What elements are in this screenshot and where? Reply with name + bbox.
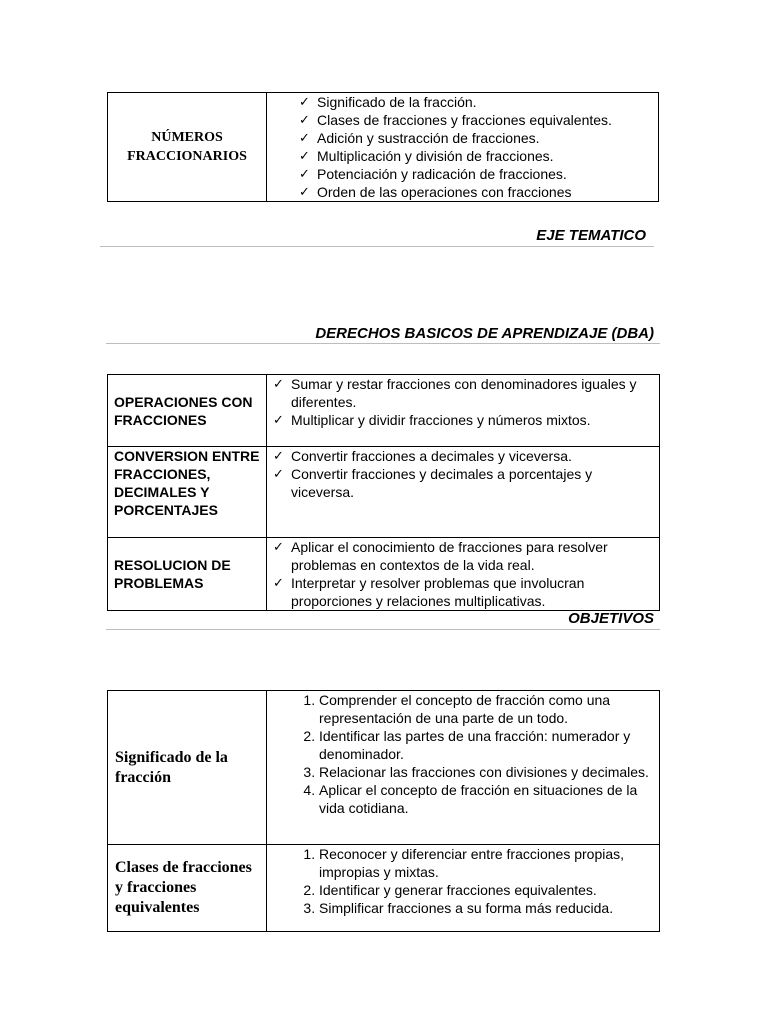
table-dba (107, 374, 660, 611)
list-item: ✓ Convertir fracciones a decimales y viceversa. (267, 447, 655, 465)
list-item: ✓ Orden de las operaciones con fracciones (293, 183, 658, 201)
heading-numeros-fraccionarios: NÚMEROS FRACCIONARIOS (108, 93, 267, 202)
list-item: 3. Simplificar fracciones a su forma más reducida. (319, 899, 655, 917)
dba-title: DERECHOS BASICOS DE APRENDIZAJE (DBA) (315, 325, 654, 342)
check-list (267, 375, 655, 429)
list-item: ✓ Aplicar el conocimiento de fracciones para resolver problemas en contextos de la vida real. (267, 538, 655, 574)
heading-operaciones: OPERACIONES CON FRACCIONES (108, 375, 267, 447)
list-item: 1. Comprender el concepto de fracción como una representación de una parte de un todo. (319, 691, 655, 727)
heading-clases: Clases de fracciones y fracciones equivalentes (108, 845, 267, 932)
list-item: 2. Identificar y generar fracciones equivalentes. (319, 881, 655, 899)
list-item: ✓ Multiplicar y dividir fracciones y números mixtos. (267, 411, 655, 429)
list-item: ✓ Adición y sustracción de fracciones. (293, 129, 658, 147)
list-item: 4. Aplicar el concepto de fracción en situaciones de la vida cotidiana. (319, 781, 655, 817)
list-item: ✓ Convertir fracciones y decimales a porcentajes y viceversa. (267, 465, 655, 501)
table-objetivos (107, 690, 660, 932)
numbered-list (267, 691, 655, 817)
eje-tematico-title: EJE TEMATICO (536, 227, 646, 244)
check-list (267, 538, 655, 610)
list-item: 3. Relacionar las fracciones con divisiones y decimales. (319, 763, 655, 781)
table-numeros-fraccionarios (107, 92, 659, 202)
list-item: ✓ Potenciación y radicación de fracciones. (293, 165, 658, 183)
list-item: ✓ Significado de la fracción. (293, 93, 658, 111)
heading-resolucion: RESOLUCION DE PROBLEMAS (108, 538, 267, 611)
divider (106, 343, 660, 344)
numbered-list (267, 845, 655, 917)
divider (106, 629, 660, 630)
list-item: ✓ Clases de fracciones y fracciones equivalentes. (293, 111, 658, 129)
list-item: ✓ Sumar y restar fracciones con denominadores iguales y diferentes. (267, 375, 655, 411)
list-item: ✓ Multiplicación y división de fracciones. (293, 147, 658, 165)
check-list (267, 447, 655, 501)
list-item: ✓ Interpretar y resolver problemas que involucran proporciones y relaciones multiplicativas. (267, 574, 655, 610)
heading-significado: Significado de la fracción (108, 691, 267, 845)
list-item: 2. Identificar las partes de una fracción: numerador y denominador. (319, 727, 655, 763)
divider (100, 246, 654, 247)
check-list (293, 93, 658, 201)
heading-conversion: CONVERSION ENTRE FRACCIONES, DECIMALES Y PORCENTAJES (108, 447, 267, 538)
list-item: 1. Reconocer y diferenciar entre fracciones propias, impropias y mixtas. (319, 845, 655, 881)
objetivos-title: OBJETIVOS (568, 610, 654, 627)
